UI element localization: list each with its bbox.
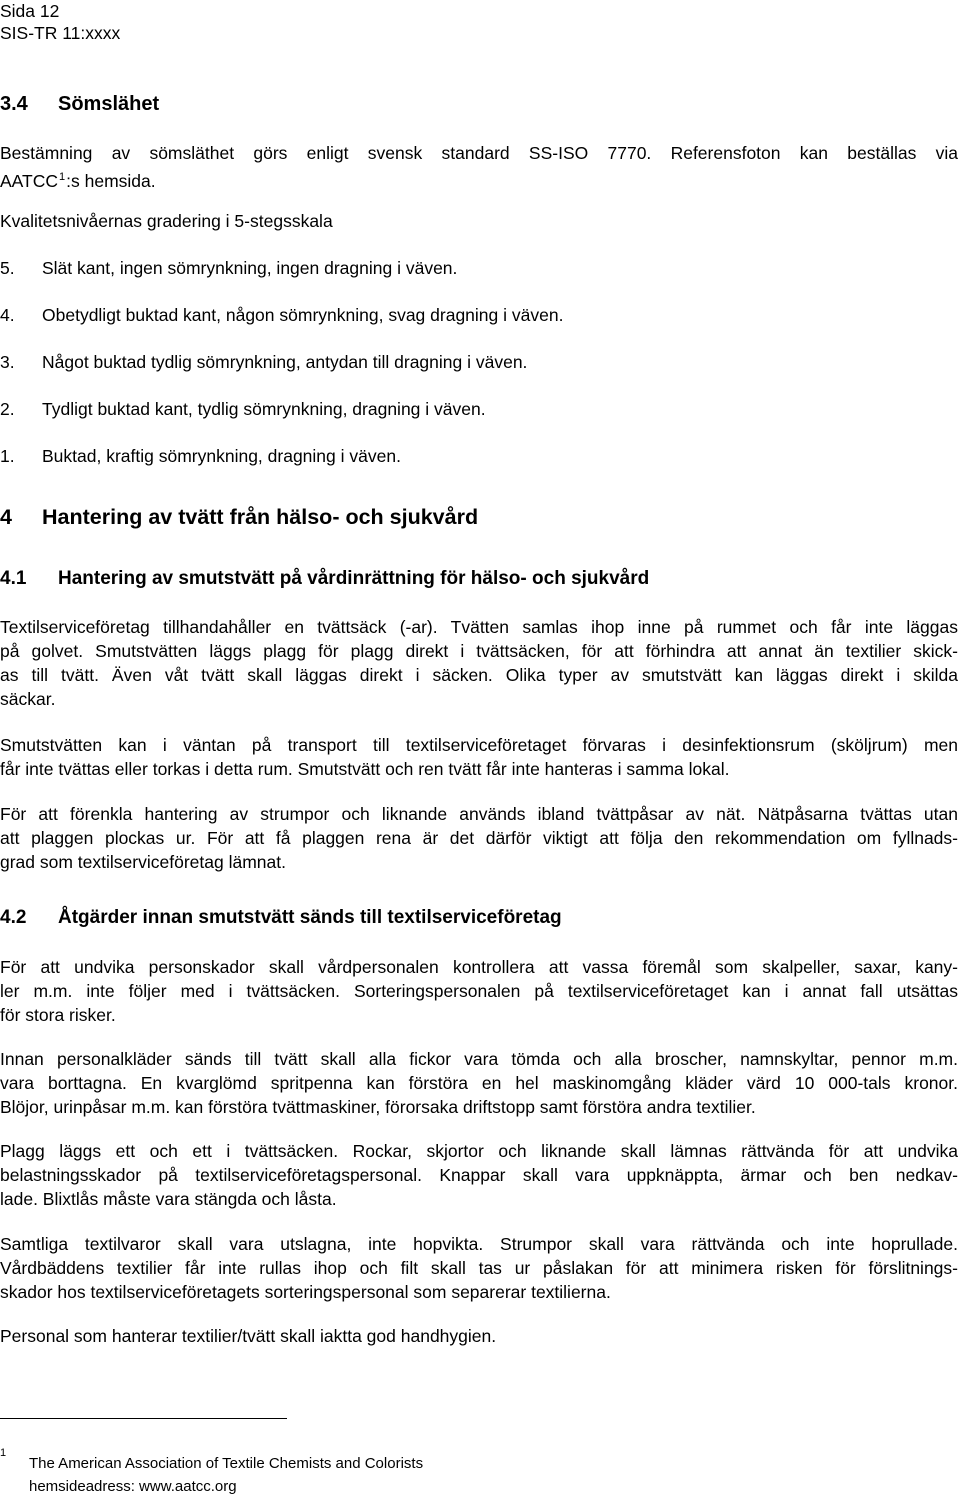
paragraph-line: på golvet. Smutstvätten läggs plagg för plagg direkt i tvättsäcken, för att förhindra att annat än textilier skick- <box>0 641 958 661</box>
grade-text: Slät kant, ingen sömrynkning, ingen dragning i väven. <box>42 258 458 278</box>
grade-text: Obetydligt buktad kant, någon sömrynkning, svag dragning i väven. <box>42 305 564 325</box>
section-number: 4 <box>0 505 12 529</box>
paragraph-line: Samtliga textilvaror skall vara utslagna, inte hopvikta. Strumpor skall vara rättvända och inte hoprullade. <box>0 1234 958 1254</box>
paragraph-line: Blöjor, urinpåsar m.m. kan förstöra tvättmaskiner, förorsaka driftstopp samt förstöra andra textilier. <box>0 1097 756 1117</box>
grade-item <box>0 351 527 373</box>
paragraph-line: För att undvika personskador skall vårdpersonalen kontrollera att vassa föremål som skalpeller, saxar, kany- <box>0 957 958 977</box>
paragraph-line: Innan personalkläder sänds till tvätt skall alla fickor vara tömda och alla broscher, namnskyltar, pennor m.m. <box>0 1049 958 1069</box>
paragraph-line: Personal som hanterar textilier/tvätt skall iaktta god handhygien. <box>0 1326 497 1346</box>
paragraph-line: För att förenkla hantering av strumpor och liknande används ibland tvättpåsar av nät. Nätpåsarna tvättas utan <box>0 804 958 824</box>
page-number: Sida 12 <box>0 1 60 21</box>
paragraph-line: säckar. <box>0 689 56 709</box>
section-4-1-paragraph-3 <box>0 802 958 874</box>
paragraph-line: as till tvätt. Även våt tvätt skall läggas direkt i säcken. Olika typer av smutstvätt kan läggas direkt i skilda <box>0 665 958 685</box>
section-4-1-paragraph-2 <box>0 733 958 781</box>
paragraph-line: vara borttagna. En kvarglömd spritpenna kan förstöra en hel maskinomgång kläder värd 10 000-tals kronor. <box>0 1073 958 1093</box>
footnote-number: 1 <box>0 1447 7 1459</box>
paragraph-line: att plaggen plockas ur. För att få plaggen rena är det därför viktigt att följa den rekommendation om fyllnads- <box>0 828 958 848</box>
footnote-line: hemsideadress: www.aatcc.org <box>29 1478 237 1495</box>
paragraph-line: Vårdbäddens textilier får inte rullas ihop och filt skall tas ur påslakan för att minimera risken för förslitnings- <box>0 1258 958 1278</box>
grade-item <box>0 398 486 420</box>
grade-item <box>0 304 563 326</box>
paragraph-line: Bestämning av sömsläthet görs enligt svensk standard SS-ISO 7770. Referensfoton kan beställas via <box>0 143 958 163</box>
paragraph-line: ler m.m. inte följer med i tvättsäcken. Sorteringspersonalen på textilserviceföretaget kan i annat fall utsättas <box>0 981 958 1001</box>
section-4-2-paragraph-5 <box>0 1324 958 1348</box>
hemsida-text: :s hemsida. <box>66 171 156 191</box>
grade-number: 1. <box>0 446 15 466</box>
section-4-2-paragraph-3 <box>0 1139 958 1211</box>
section-title: Sömslähet <box>58 93 160 115</box>
section-4-1-heading <box>0 568 649 590</box>
section-3-4-paragraph <box>0 141 958 193</box>
grade-number: 4. <box>0 305 15 325</box>
grade-item <box>0 445 401 467</box>
paragraph-line <box>0 165 958 193</box>
section-title: Hantering av tvätt från hälso- och sjukvård <box>42 505 479 529</box>
aatcc-text: AATCC <box>0 171 59 191</box>
section-title: Hantering av smutstvätt på vårdinrättning för hälso- och sjukvård <box>58 568 650 589</box>
section-3-4-heading <box>0 93 159 116</box>
paragraph-line: Plagg läggs ett och ett i tvättsäcken. Rockar, skjortor och liknande skall lämnas rättvända för att undvika <box>0 1141 958 1161</box>
grade-item <box>0 257 457 279</box>
paragraph-line: belastningsskador på textilserviceföretagspersonal. Knappar skall vara uppknäppta, ärmar och ben nedkav- <box>0 1165 958 1185</box>
paragraph-line: för stora risker. <box>0 1005 116 1025</box>
grade-number: 3. <box>0 352 15 372</box>
grade-number: 5. <box>0 258 15 278</box>
section-title: Åtgärder innan smutstvätt sänds till textilserviceföretag <box>58 907 562 928</box>
section-number: 4.1 <box>0 568 27 589</box>
footnote-divider <box>0 1418 287 1419</box>
section-4-2-paragraph-4 <box>0 1232 958 1304</box>
paragraph-line: får inte tvättas eller torkas i detta rum. Smutstvätt och ren tvätt får inte hanteras i samma lokal. <box>0 759 730 779</box>
section-4-2-paragraph-1 <box>0 955 958 1027</box>
paragraph-line: skador hos textilserviceföretagets sorteringspersonal som separerar textilierna. <box>0 1282 611 1302</box>
scale-heading: Kvalitetsnivåernas gradering i 5-stegsskala <box>0 211 333 231</box>
section-4-heading <box>0 505 478 530</box>
paragraph-line: lade. Blixtlås måste vara stängda och låsta. <box>0 1189 337 1209</box>
document-id: SIS-TR 11:xxxx <box>0 23 121 43</box>
grade-text: Buktad, kraftig sömrynkning, dragning i väven. <box>42 446 401 466</box>
section-4-2-paragraph-2 <box>0 1047 958 1119</box>
footnote-line: The American Association of Textile Chemists and Colorists <box>29 1455 424 1472</box>
section-number: 4.2 <box>0 907 27 928</box>
paragraph-line: Smutstvätten kan i väntan på transport till textilserviceföretaget förvaras i desinfektionsrum (sköljrum) men <box>0 735 958 755</box>
paragraph-line: grad som textilserviceföretag lämnat. <box>0 852 286 872</box>
footnote-ref: 1 <box>59 171 66 183</box>
paragraph-line: Textilserviceföretag tillhandahåller en tvättsäck (-ar). Tvätten samlas ihop inne på rummet och får inte läggas <box>0 617 958 637</box>
section-4-1-paragraph-1 <box>0 615 958 711</box>
section-4-2-heading <box>0 907 562 929</box>
grade-number: 2. <box>0 399 15 419</box>
section-number: 3.4 <box>0 93 28 115</box>
grade-text: Något buktad tydlig sömrynkning, antydan till dragning i väven. <box>42 352 528 372</box>
grade-text: Tydligt buktad kant, tydlig sömrynkning, dragning i väven. <box>42 399 486 419</box>
